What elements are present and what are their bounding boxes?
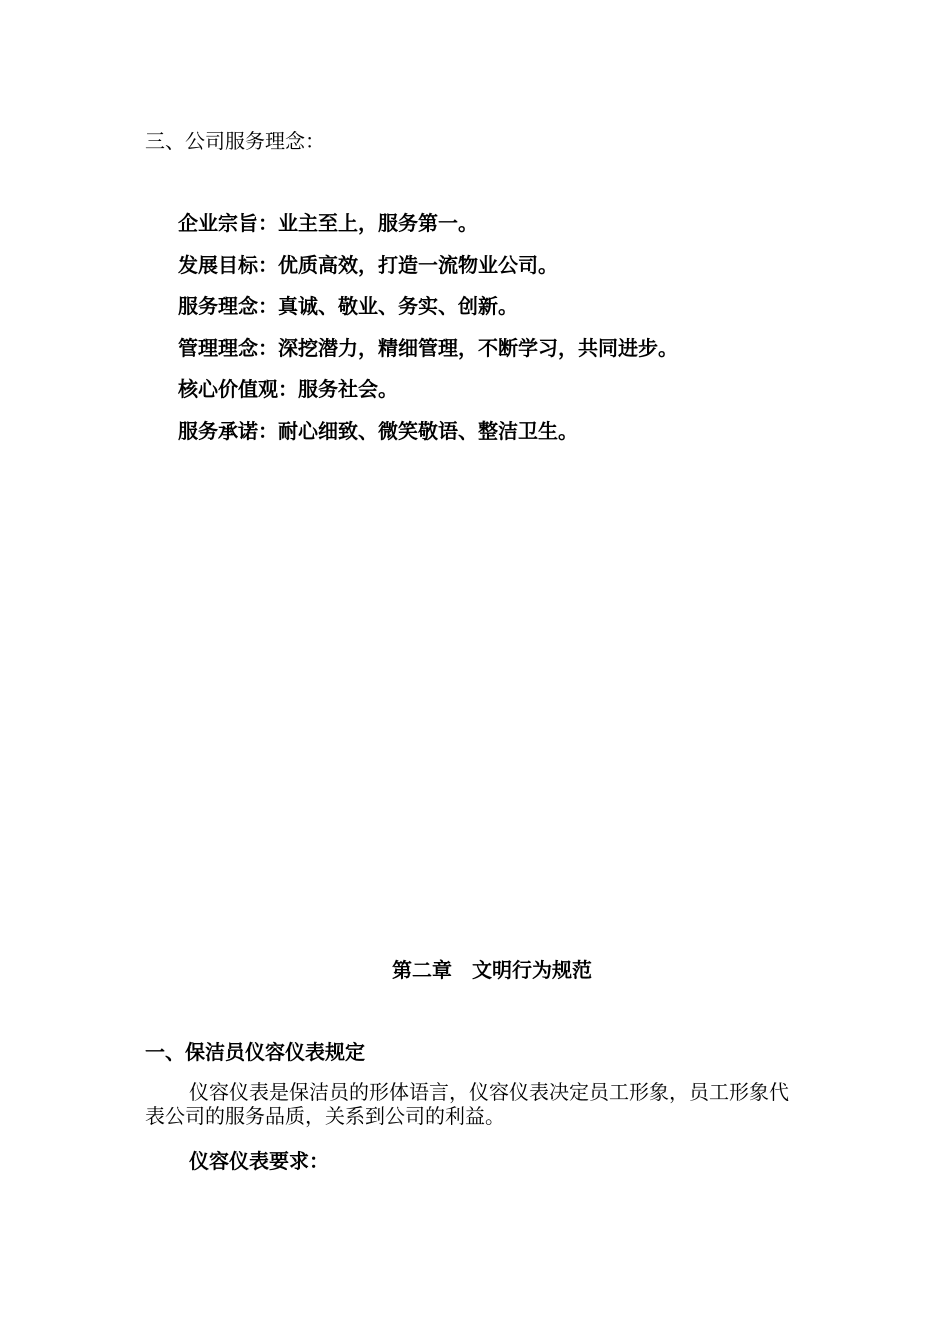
principle-enterprise-purpose: 企业宗旨：业主至上，服务第一。: [178, 211, 478, 235]
subsection-heading: 一、保洁员仪容仪表规定: [145, 1040, 365, 1064]
body-paragraph: 仪容仪表是保洁员的形体语言，仪容仪表决定员工形象，员工形象代表公司的服务品质，关系到公司的利益。: [145, 1080, 789, 1128]
section-heading-service-philosophy: 三、公司服务理念：: [145, 129, 325, 153]
principle-service-philosophy: 服务理念：真诚、敬业、务实、创新。: [178, 294, 518, 318]
chapter-title: 第二章 文明行为规范: [392, 958, 592, 982]
requirements-label: 仪容仪表要求：: [189, 1149, 329, 1173]
principle-service-commitment: 服务承诺：耐心细致、微笑敬语、整洁卫生。: [178, 419, 578, 443]
principle-core-values: 核心价值观：服务社会。: [178, 377, 398, 401]
principle-management-philosophy: 管理理念：深挖潜力，精细管理，不断学习，共同进步。: [178, 336, 678, 360]
principle-development-goal: 发展目标：优质高效，打造一流物业公司。: [178, 253, 558, 277]
